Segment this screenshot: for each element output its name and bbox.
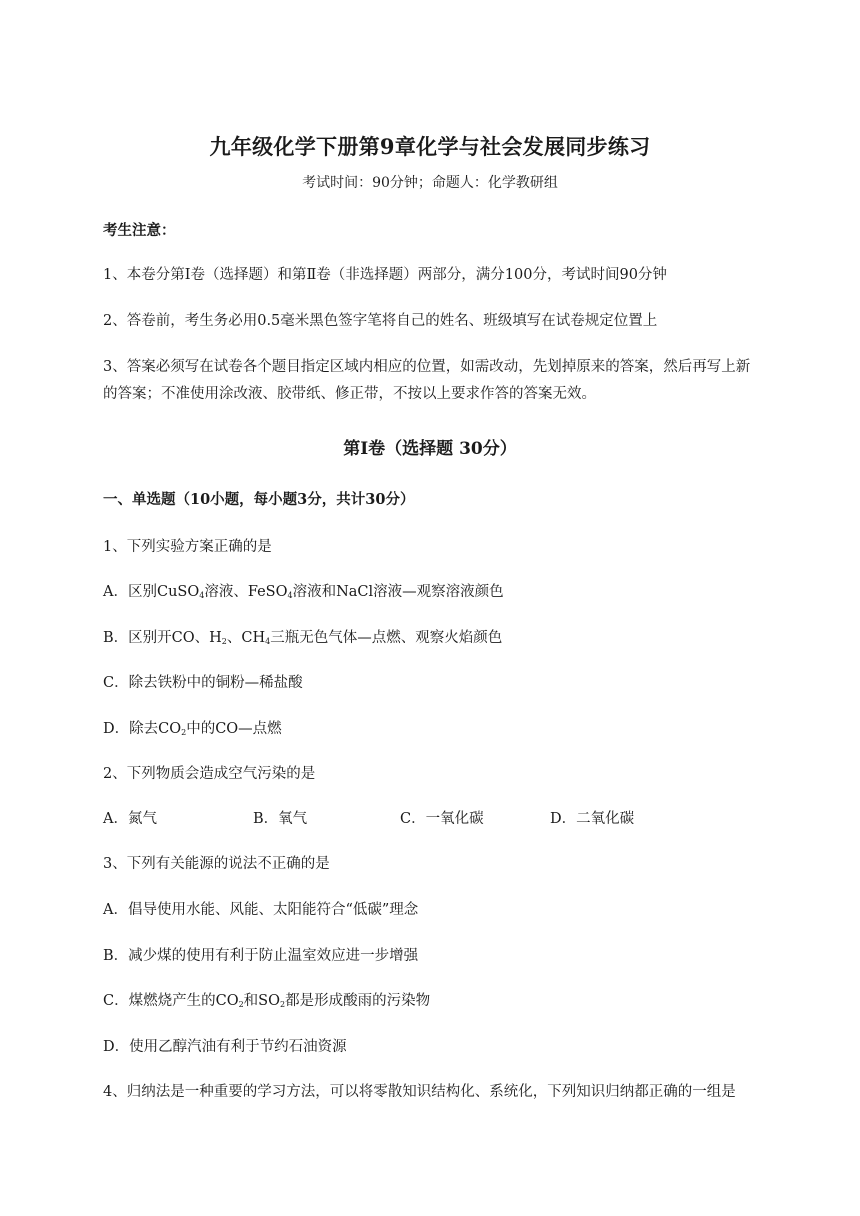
page-title: 九年级化学下册第9章化学与社会发展同步练习	[209, 134, 651, 159]
question-1-option-a: A．区别CuSO$_4$溶液、FeSO$_4$溶液和NaCl溶液—观察溶液颜色	[103, 584, 504, 600]
notice-heading: 考生注意：	[103, 222, 176, 239]
part-title: 一、单选题（10小题，每小题3分，共计30分）	[103, 491, 415, 508]
question-4-stem: 4、归纳法是一种重要的学习方法，可以将零散知识结构化、系统化，下列知识归纳都正确的一组是	[103, 1084, 736, 1100]
question-2-options	[103, 807, 753, 829]
section-title: 第Ⅰ卷（选择题 30分）	[343, 439, 517, 459]
question-2-stem: 2、下列物质会造成空气污染的是	[103, 766, 316, 782]
question-2-option-b: B．氧气	[253, 811, 308, 827]
notice-item-3-cont: 的答案；不准使用涂改液、胶带纸、修正带，不按以上要求作答的答案无效。	[103, 386, 596, 402]
question-3-option-b: B．减少煤的使用有利于防止温室效应进一步增强	[103, 948, 419, 964]
question-1-option-d: D．除去$CO_2$中的CO—点燃	[103, 721, 282, 737]
question-3-option-a: A．倡导使用水能、风能、太阳能符合“低碳”理念	[103, 902, 419, 918]
notice-item-3: 3、答案必须写在试卷各个题目指定区域内相应的位置，如需改动，先划掉原来的答案，然后再写上新	[103, 359, 751, 375]
notice-item-1: 1、本卷分第Ⅰ卷（选择题）和第Ⅱ卷（非选择题）两部分，满分100分，考试时间90分钟	[103, 267, 667, 283]
notice-item-2: 2、答卷前，考生务必用0.5毫米黑色签字笔将自己的姓名、班级填写在试卷规定位置上	[103, 313, 658, 329]
question-1-option-c: C．除去铁粉中的铜粉—稀盐酸	[103, 675, 303, 691]
question-2-option-a: A．氮气	[103, 811, 157, 827]
exam-info: 考试时间：90分钟；命题人：化学教研组	[302, 175, 558, 191]
question-1-option-b: B．区别开CO、$H_2$、$CH_4$三瓶无色气体—点燃、观察火焰颜色	[103, 630, 503, 646]
question-2-option-c: C．一氧化碳	[400, 811, 484, 827]
question-3-stem: 3、下列有关能源的说法不正确的是	[103, 856, 330, 872]
question-2-option-d: D．二氧化碳	[550, 811, 635, 827]
question-3-option-c: C．煤燃烧产生的$CO_2$和$SO_2$都是形成酸雨的污染物	[103, 993, 431, 1009]
question-1-stem: 1、下列实验方案正确的是	[103, 539, 272, 555]
question-3-option-d: D．使用乙醇汽油有利于节约石油资源	[103, 1039, 347, 1055]
